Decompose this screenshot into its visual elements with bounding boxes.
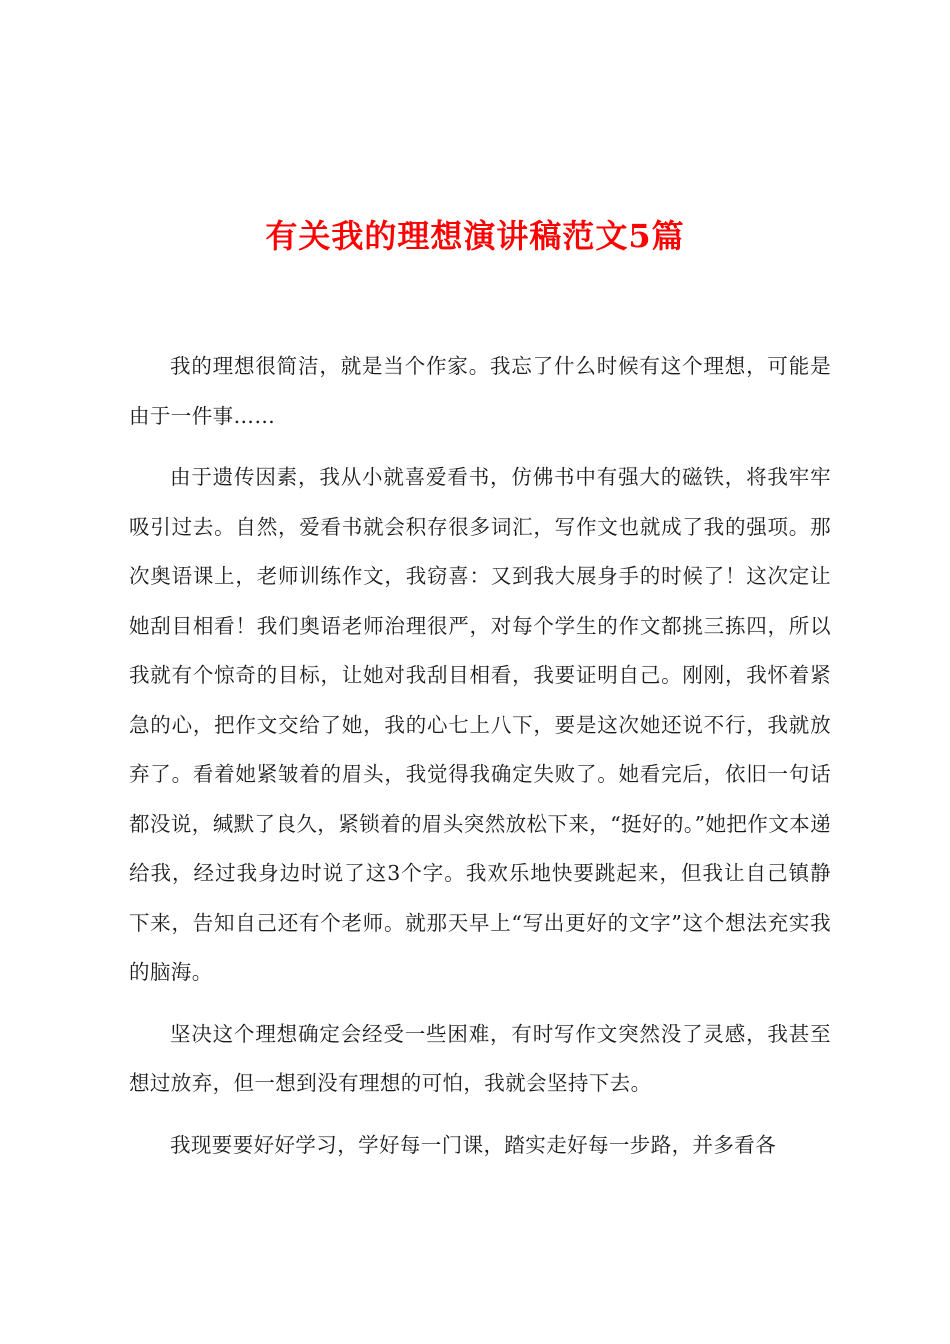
paragraph-3: 坚决这个理想确定会经受一些困难，有时写作文突然没了灵感，我甚至想过放弃，但一想到没有理想的可怕，我就会坚持下去。 [129, 1021, 831, 1095]
paragraph-2: 由于遗传因素，我从小就喜爱看书，仿佛书中有强大的磁铁，将我牢牢吸引过去。自然，爱看书就会积存很多词汇，写作文也就成了我的强项。那次奥语课上，老师训练作文，我窃喜：又到我大展身手的时候了！这次定让她刮目相看！我们奥语老师治理很严，对每个学生的作文都挑三拣四，所以我就有个惊奇的目标，让她对我刮目相看，我要证明自己。刚刚，我怀着紧急的心，把作文交给了她，我的心七上八下，要是这次她还说不行，我就放弃了。看着她紧皱着的眉头，我觉得我确定失败了。她看完后，依旧一句话都没说，缄默了良久，紧锁着的眉头突然放松下来，“挺好的。”她把作文本递给我，经过我身边时说了这3个字。我欢乐地快要跳起来，但我让自己镇静下来，告知自己还有个老师。就那天早上“写出更好的文字”这个想法充实我的脑海。 [129, 465, 831, 984]
document-body [129, 342, 831, 1182]
document-title: 有关我的理想演讲稿范文5篇 [265, 217, 685, 255]
paragraph-1: 我的理想很简洁，就是当个作家。我忘了什么时候有这个理想，可能是由于一件事…… [129, 354, 831, 428]
paragraph-4: 我现要要好好学习，学好每一门课，踏实走好每一步路，并多看各 [170, 1132, 777, 1157]
